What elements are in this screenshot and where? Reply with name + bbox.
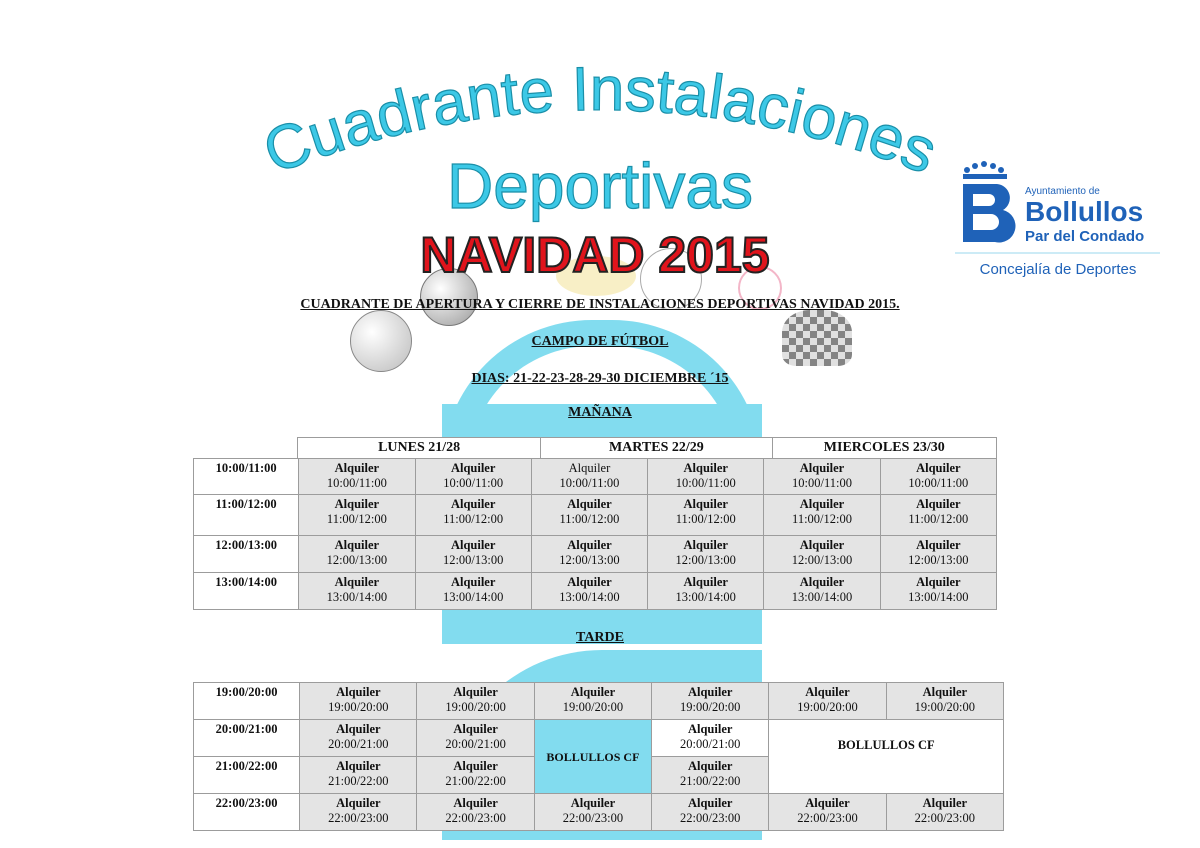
day-header-row	[297, 437, 997, 458]
slot-cell: Alquiler 11:00/12:00	[880, 495, 996, 536]
time-slot: 21:00/22:00	[194, 757, 300, 794]
document-heading: CUADRANTE DE APERTURA Y CIERRE DE INSTALACIONES DEPORTIVAS NAVIDAD 2015.	[300, 297, 900, 312]
slot-cell: Alquiler 19:00/20:00	[534, 683, 651, 720]
slot-cell: Alquiler 12:00/13:00	[764, 536, 880, 573]
slot-cell: Alquiler 13:00/14:00	[880, 573, 996, 610]
day-header-tuesday: MARTES 22/29	[541, 438, 772, 458]
logo-prefix: Ayuntamiento de	[1025, 186, 1100, 197]
slot-cell: Alquiler 22:00/23:00	[300, 794, 417, 831]
facility-name: CAMPO DE FÚTBOL	[531, 334, 669, 349]
navidad-subtitle	[420, 222, 770, 283]
navidad-text: NAVIDAD 2015	[420, 227, 770, 283]
municipal-logo	[955, 160, 1165, 285]
time-slot: 20:00/21:00	[194, 720, 300, 757]
slot-cell: Alquiler 12:00/13:00	[648, 536, 764, 573]
slot-cell: Alquiler 20:00/21:00	[652, 720, 769, 757]
slot-cell: Alquiler 20:00/21:00	[300, 720, 417, 757]
slot-cell: Alquiler 13:00/14:00	[531, 573, 647, 610]
slot-cell: Alquiler 11:00/12:00	[648, 495, 764, 536]
slot-cell: Alquiler 10:00/11:00	[299, 459, 415, 495]
slot-cell: Alquiler 19:00/20:00	[652, 683, 769, 720]
slot-cell: Alquiler 19:00/20:00	[300, 683, 417, 720]
time-slot: 19:00/20:00	[194, 683, 300, 720]
slot-cell: Alquiler 11:00/12:00	[764, 495, 880, 536]
afternoon-label: TARDE	[576, 630, 624, 645]
slot-cell: Alquiler 22:00/23:00	[652, 794, 769, 831]
table-row	[194, 573, 997, 610]
slot-cell: Alquiler 12:00/13:00	[299, 536, 415, 573]
slot-cell: Alquiler 11:00/12:00	[531, 495, 647, 536]
slot-cell: Alquiler 22:00/23:00	[417, 794, 534, 831]
slot-cell: Alquiler 10:00/11:00	[648, 459, 764, 495]
club-booking-tuesday: BOLLULLOS CF	[534, 720, 651, 794]
slot-cell: Alquiler 10:00/11:00	[764, 459, 880, 495]
slot-cell: Alquiler 13:00/14:00	[299, 573, 415, 610]
slot-cell: Alquiler 10:00/11:00	[531, 459, 647, 495]
morning-label: MAÑANA	[568, 405, 632, 420]
page-title	[250, 54, 950, 222]
day-header-monday: LUNES 21/28	[298, 438, 541, 458]
b-emblem-icon	[963, 184, 1015, 242]
title-line1: Cuadrante Instalaciones	[254, 54, 946, 188]
logo-name2: Par del Condado	[1025, 228, 1145, 245]
days-line: DIAS: 21-22-23-28-29-30 DICIEMBRE ´15	[471, 371, 729, 386]
slot-cell: Alquiler 19:00/20:00	[769, 683, 886, 720]
table-row	[194, 794, 1004, 831]
time-slot: 12:00/13:00	[194, 536, 299, 573]
slot-cell: Alquiler 11:00/12:00	[415, 495, 531, 536]
table-row	[194, 495, 997, 536]
club-booking-wednesday: BOLLULLOS CF	[769, 720, 1004, 794]
table-row	[194, 459, 997, 495]
slot-cell: Alquiler 10:00/11:00	[880, 459, 996, 495]
afternoon-table	[193, 682, 1004, 831]
morning-table	[193, 458, 997, 610]
table-row	[194, 720, 1004, 757]
slot-cell: Alquiler 12:00/13:00	[531, 536, 647, 573]
table-row	[194, 536, 997, 573]
slot-cell: Alquiler 22:00/23:00	[534, 794, 651, 831]
day-header-wednesday: MIERCOLES 23/30	[772, 438, 996, 458]
title-line2: Deportivas	[447, 150, 753, 222]
logo-dept: Concejalía de Deportes	[979, 261, 1137, 278]
logo-name: Bollullos	[1025, 196, 1144, 227]
slot-cell: Alquiler 20:00/21:00	[417, 720, 534, 757]
slot-cell: Alquiler 21:00/22:00	[652, 757, 769, 794]
slot-cell: Alquiler 21:00/22:00	[417, 757, 534, 794]
slot-cell: Alquiler 19:00/20:00	[886, 683, 1003, 720]
slot-cell: Alquiler 19:00/20:00	[417, 683, 534, 720]
slot-cell: Alquiler 12:00/13:00	[880, 536, 996, 573]
slot-cell: Alquiler 13:00/14:00	[764, 573, 880, 610]
slot-cell: Alquiler 12:00/13:00	[415, 536, 531, 573]
slot-cell: Alquiler 22:00/23:00	[769, 794, 886, 831]
time-slot: 22:00/23:00	[194, 794, 300, 831]
crown-icon	[963, 161, 1007, 179]
table-row	[194, 683, 1004, 720]
time-slot: 10:00/11:00	[194, 459, 299, 495]
time-slot: 13:00/14:00	[194, 573, 299, 610]
slot-cell: Alquiler 11:00/12:00	[299, 495, 415, 536]
slot-cell: Alquiler 13:00/14:00	[415, 573, 531, 610]
time-slot: 11:00/12:00	[194, 495, 299, 536]
slot-cell: Alquiler 21:00/22:00	[300, 757, 417, 794]
slot-cell: Alquiler 10:00/11:00	[415, 459, 531, 495]
slot-cell: Alquiler 22:00/23:00	[886, 794, 1003, 831]
slot-cell: Alquiler 13:00/14:00	[648, 573, 764, 610]
